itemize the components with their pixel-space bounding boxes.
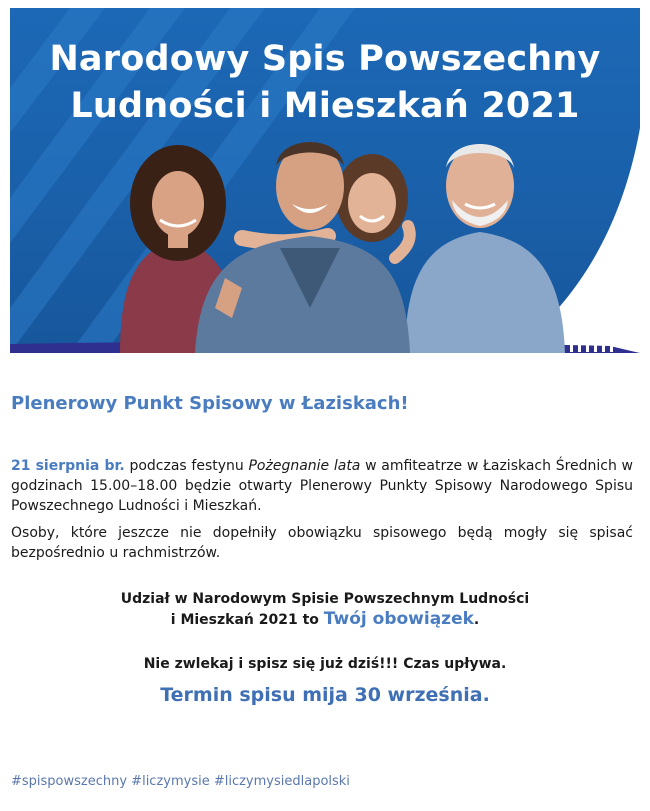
duty-line-1: Udział w Narodowym Spisie Powszechnym Ludności (120, 591, 530, 607)
census-banner (10, 8, 640, 353)
duty-line-2 (0, 609, 650, 631)
event-date: 21 sierpnia br. (11, 458, 125, 474)
old-man-figure (405, 144, 565, 353)
paragraph-text-a: podczas festynu (124, 458, 249, 474)
banner-title-line1: Narodowy Spis Powszechny (49, 39, 601, 79)
deadline-text: Termin spisu mija 30 września. (160, 684, 490, 706)
banner-title (10, 36, 640, 130)
banner-title-line2: Ludności i Mieszkań 2021 (70, 86, 580, 126)
paragraph-info: Osoby, które jeszcze nie dopełniły obowiązku spisowego będą mogły się spisać bezpośrednio u rachmistrzów. (11, 525, 633, 561)
event-name: Pożegnanie lata (248, 458, 361, 474)
duty-line-2-end: . (473, 612, 480, 628)
hashtags[interactable]: #spispowszechny #liczymysie #liczymysiedlapolski (11, 774, 350, 789)
duty-accent: Twój obowiązek (323, 609, 474, 629)
warning-text: Nie zwlekaj i spisz się już dziś!!! Czas upływa. (143, 656, 507, 672)
article-heading: Plenerowy Punkt Spisowy w Łaziskach! (11, 393, 409, 414)
paragraph-text-b: w amfiteatrze w Łaziskach Średnich w godzinach 15.00–18.00 będzie otwarty Plenerowy Punkty Spisowy Narodowego Spisu Powszechnego Ludności i Mieszkań. (11, 458, 634, 514)
duty-line-2-text: i Mieszkań 2021 to (170, 612, 324, 628)
paragraph-event (11, 456, 633, 516)
